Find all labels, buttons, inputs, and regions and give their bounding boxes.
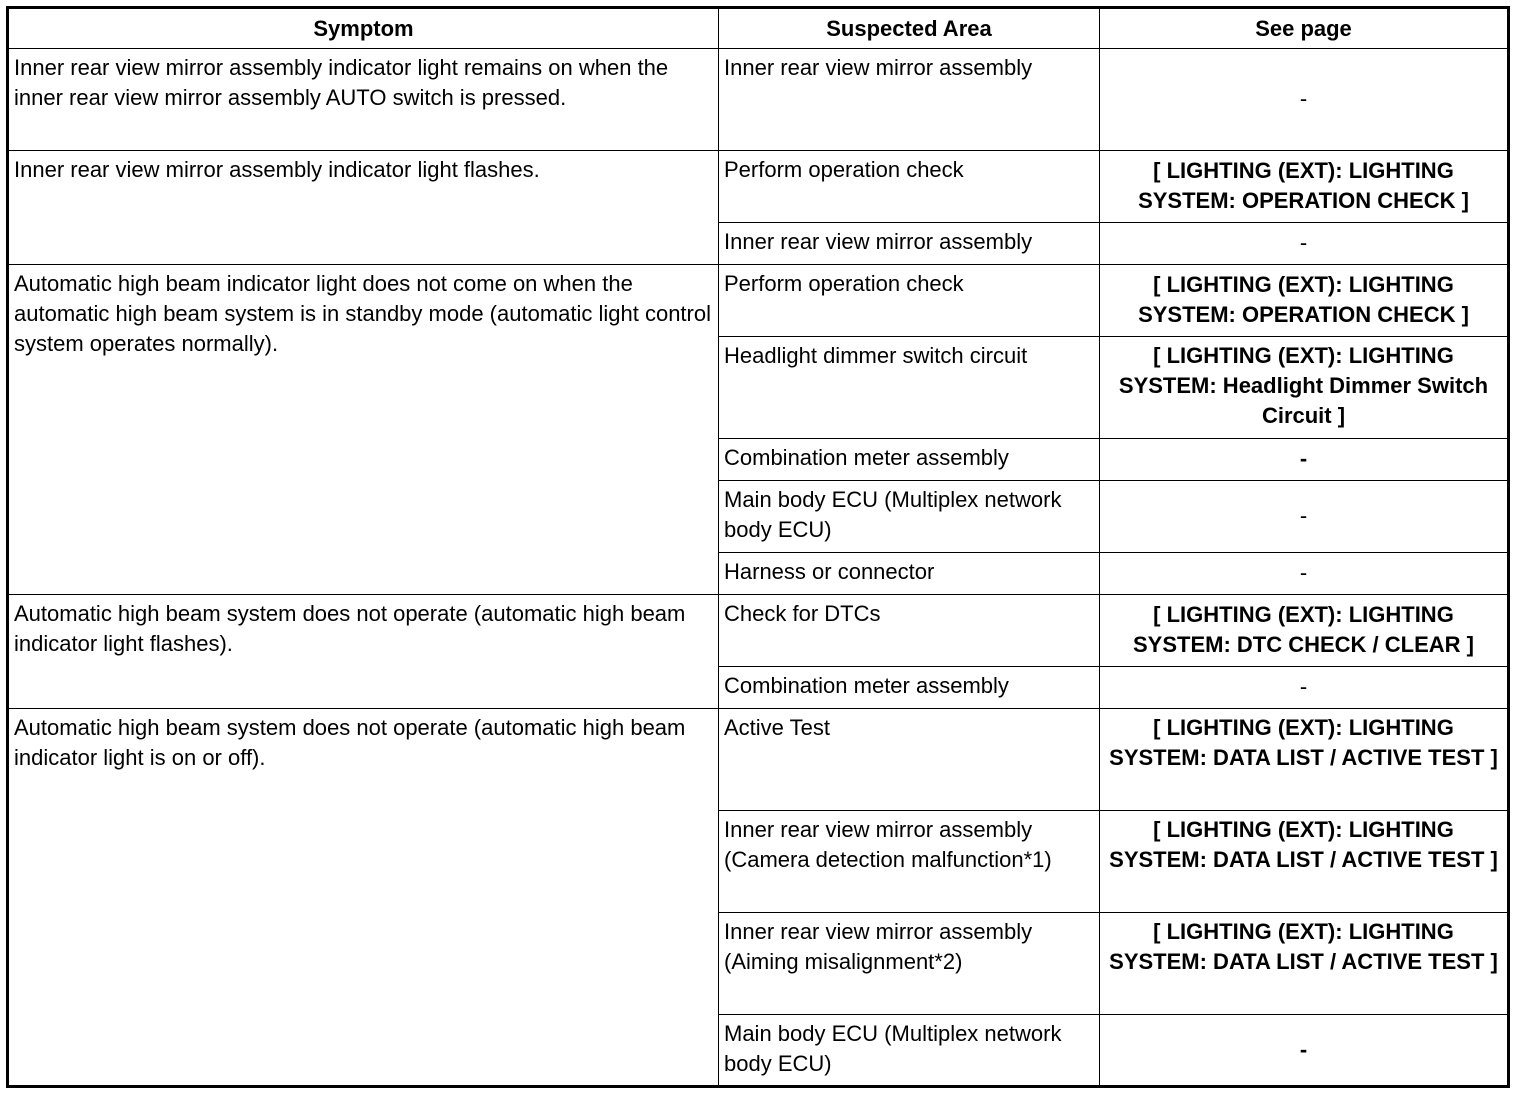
table-row bbox=[8, 709, 1509, 811]
see-page-link[interactable]: [ LIGHTING (EXT): LIGHTING SYSTEM: OPERATION CHECK ] bbox=[1100, 151, 1509, 223]
table-row bbox=[8, 595, 1509, 667]
see-page-cell: - bbox=[1100, 667, 1509, 709]
table-row bbox=[8, 49, 1509, 151]
symptom-cell: Inner rear view mirror assembly indicator light remains on when the inner rear view mirror assembly AUTO switch is pressed. bbox=[8, 49, 719, 151]
see-page-cell: - bbox=[1100, 223, 1509, 265]
table-row bbox=[8, 265, 1509, 337]
table-row bbox=[8, 151, 1509, 223]
suspected-area-cell: Inner rear view mirror assembly bbox=[719, 49, 1100, 151]
symptom-cell: Automatic high beam system does not operate (automatic high beam indicator light is on or off). bbox=[8, 709, 719, 1087]
symptom-cell: Automatic high beam system does not operate (automatic high beam indicator light flashes). bbox=[8, 595, 719, 709]
suspected-area-cell: Combination meter assembly bbox=[719, 667, 1100, 709]
suspected-area-cell: Perform operation check bbox=[719, 151, 1100, 223]
suspected-area-cell: Perform operation check bbox=[719, 265, 1100, 337]
suspected-area-cell: Inner rear view mirror assembly (Camera detection malfunction*1) bbox=[719, 811, 1100, 913]
see-page-cell: - bbox=[1100, 481, 1509, 553]
header-suspected-area: Suspected Area bbox=[719, 8, 1100, 49]
see-page-cell: - bbox=[1100, 1015, 1509, 1087]
symptom-cell: Inner rear view mirror assembly indicator light flashes. bbox=[8, 151, 719, 265]
suspected-area-cell: Main body ECU (Multiplex network body ECU) bbox=[719, 481, 1100, 553]
see-page-cell: - bbox=[1100, 553, 1509, 595]
see-page-link[interactable]: [ LIGHTING (EXT): LIGHTING SYSTEM: DATA LIST / ACTIVE TEST ] bbox=[1100, 811, 1509, 913]
symptom-cell: Automatic high beam indicator light does not come on when the automatic high beam system is in standby mode (automatic light control system operates normally). bbox=[8, 265, 719, 595]
see-page-link[interactable]: [ LIGHTING (EXT): LIGHTING SYSTEM: DATA LIST / ACTIVE TEST ] bbox=[1100, 913, 1509, 1015]
suspected-area-cell: Inner rear view mirror assembly bbox=[719, 223, 1100, 265]
see-page-cell: - bbox=[1100, 439, 1509, 481]
header-symptom: Symptom bbox=[8, 8, 719, 49]
symptom-table bbox=[6, 6, 1510, 1088]
see-page-link[interactable]: [ LIGHTING (EXT): LIGHTING SYSTEM: DTC CHECK / CLEAR ] bbox=[1100, 595, 1509, 667]
suspected-area-cell: Inner rear view mirror assembly (Aiming misalignment*2) bbox=[719, 913, 1100, 1015]
suspected-area-cell: Main body ECU (Multiplex network body ECU) bbox=[719, 1015, 1100, 1087]
see-page-cell: - bbox=[1100, 49, 1509, 151]
header-row bbox=[8, 8, 1509, 49]
suspected-area-cell: Harness or connector bbox=[719, 553, 1100, 595]
header-see-page: See page bbox=[1100, 8, 1509, 49]
see-page-link[interactable]: [ LIGHTING (EXT): LIGHTING SYSTEM: OPERATION CHECK ] bbox=[1100, 265, 1509, 337]
see-page-link[interactable]: [ LIGHTING (EXT): LIGHTING SYSTEM: DATA LIST / ACTIVE TEST ] bbox=[1100, 709, 1509, 811]
suspected-area-cell: Headlight dimmer switch circuit bbox=[719, 337, 1100, 439]
suspected-area-cell: Active Test bbox=[719, 709, 1100, 811]
see-page-link[interactable]: [ LIGHTING (EXT): LIGHTING SYSTEM: Headlight Dimmer Switch Circuit ] bbox=[1100, 337, 1509, 439]
suspected-area-cell: Check for DTCs bbox=[719, 595, 1100, 667]
suspected-area-cell: Combination meter assembly bbox=[719, 439, 1100, 481]
